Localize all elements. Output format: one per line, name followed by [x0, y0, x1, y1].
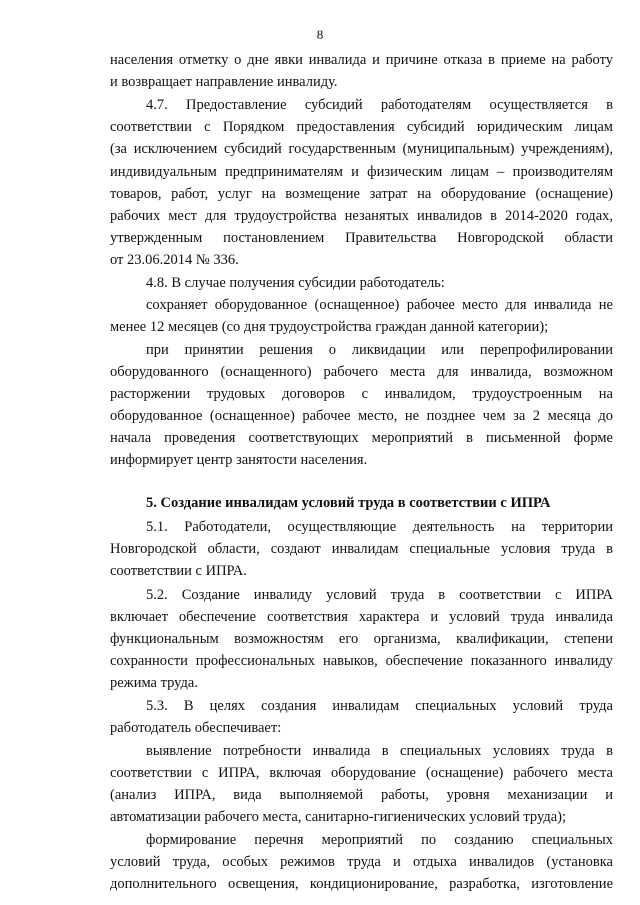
- text-line: (анализ ИПРА, вида выполняемой работы, уровня механизации и: [110, 787, 613, 803]
- paragraph-4-8-start: 4.8. В случае получения субсидии работодатель:: [146, 275, 445, 291]
- text-line: работодатель обеспечивает:: [110, 720, 282, 736]
- text-line: расторжении трудовых договоров с инвалидом, трудоустроенным на: [110, 386, 613, 402]
- page-number: 8: [316, 27, 324, 42]
- text-line: оборудованное (оснащенное) рабочее место, не позднее чем за 2 месяца до: [110, 408, 613, 424]
- section-heading: 5. Создание инвалидам условий труда в соответствии с ИПРА: [146, 495, 551, 511]
- text-line: при принятии решения о ликвидации или перепрофилировании: [146, 342, 613, 358]
- text-line: сохраняет оборудованное (оснащенное) рабочее место для инвалида не: [146, 297, 613, 313]
- text-line: (за исключением субсидий государственным (муниципальным) учреждениям),: [110, 141, 613, 157]
- paragraph-5-2-start: 5.2. Создание инвалиду условий труда в соответствии с ИПРА: [146, 587, 613, 603]
- paragraph-5-1-start: 5.1. Работодатели, осуществляющие деятельность на территории: [146, 519, 613, 535]
- text-line: рабочих мест для трудоустройства незанятых инвалидов в 2014-2020 годах,: [110, 208, 613, 224]
- text-line: начала проведения соответствующих мероприятий в письменной форме: [110, 430, 613, 446]
- text-line: условий труда, особых режимов труда и отдыха инвалидов (установка: [110, 854, 613, 870]
- text-line: выявление потребности инвалида в специальных условиях труда в: [146, 743, 613, 759]
- text-line: населения отметку о дне явки инвалида и причине отказа в приеме на работу: [110, 52, 613, 68]
- text-line: соответствии с Порядком предоставления субсидий юридическим лицам: [110, 119, 613, 135]
- text-line: Новгородской области, создают инвалидам специальные условия труда в: [110, 541, 613, 557]
- paragraph-4-7-start: 4.7. Предоставление субсидий работодателям осуществляется в: [146, 97, 613, 113]
- text-line: включает обеспечение соответствия характера и условий труда инвалида: [110, 609, 613, 625]
- text-line: дополнительного освещения, кондиционирование, разработка, изготовление: [110, 876, 613, 892]
- text-line: менее 12 месяцев (со дня трудоустройства граждан данной категории);: [110, 319, 549, 335]
- text-line: информирует центр занятости населения.: [110, 452, 368, 468]
- text-line: сохранности профессиональных навыков, обеспечение показанного инвалиду: [110, 653, 613, 669]
- paragraph-5-3-start: 5.3. В целях создания инвалидам специальных условий труда: [146, 698, 613, 714]
- text-line: и возвращает направление инвалиду.: [110, 74, 338, 90]
- text-line: функциональным возможностям его организма, квалификации, степени: [110, 631, 613, 647]
- text-line: автоматизации рабочего места, санитарно-гигиенических условий труда);: [110, 809, 566, 825]
- text-line: товаров, работ, услуг на возмещение затрат на оборудование (оснащение): [110, 186, 613, 202]
- text-line: утвержденным постановлением Правительства Новгородской области: [110, 230, 613, 246]
- text-line: от 23.06.2014 № 336.: [110, 252, 239, 268]
- text-line: режима труда.: [110, 675, 198, 691]
- text-line: оборудованного (оснащенного) рабочего места для инвалида, возможном: [110, 364, 613, 380]
- text-line: формирование перечня мероприятий по созданию специальных: [146, 832, 613, 848]
- text-line: индивидуальным предпринимателям и физическим лицам – производителям: [110, 164, 613, 180]
- text-line: соответствии с ИПРА, включая оборудование (оснащение) рабочего места: [110, 765, 613, 781]
- text-line: соответствии с ИПРА.: [110, 563, 247, 579]
